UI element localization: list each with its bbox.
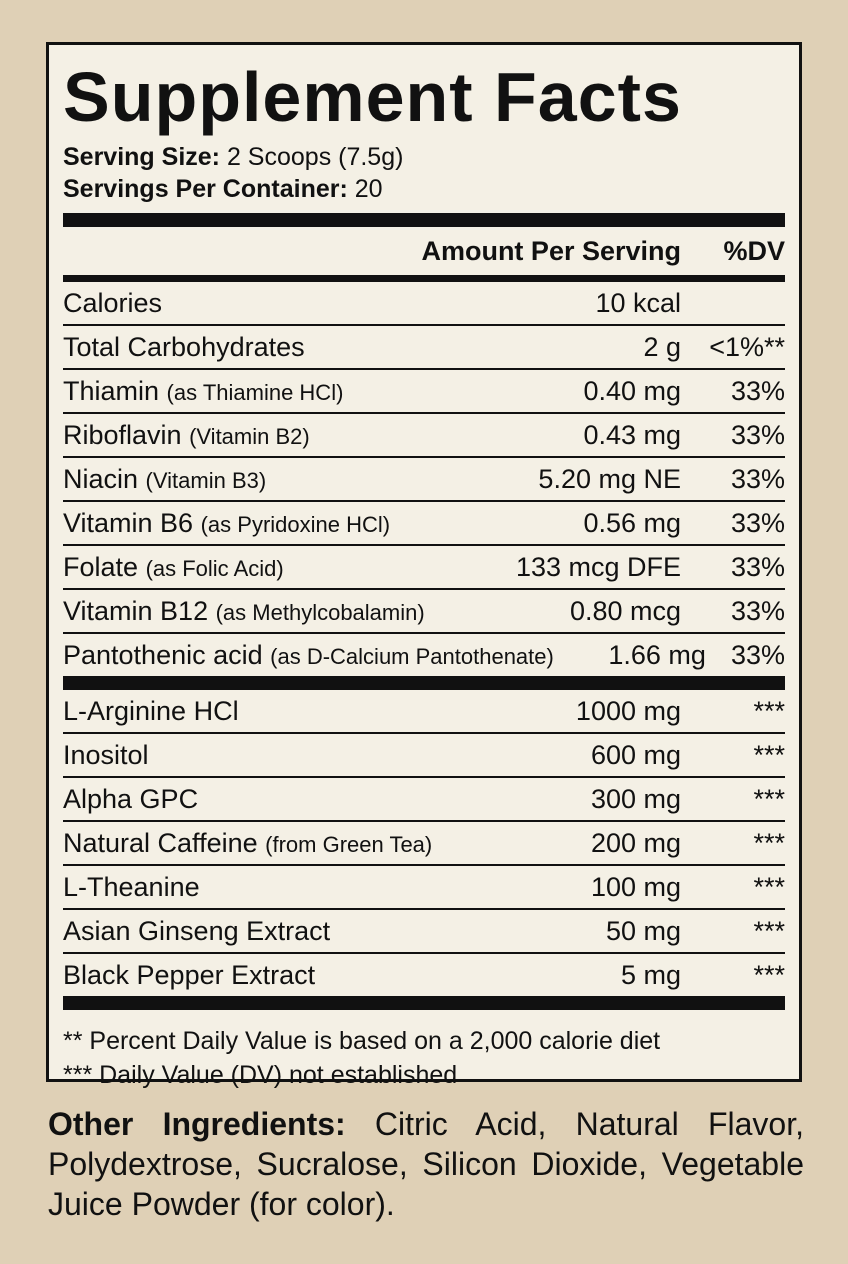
row-amount: 0.40 mg xyxy=(583,375,681,406)
table-row xyxy=(63,590,785,632)
row-amount: 300 mg xyxy=(590,783,681,814)
row-name xyxy=(63,596,481,627)
row-name-source: (as Folic Acid) xyxy=(145,555,284,581)
row-amount: 1000 mg xyxy=(575,695,681,726)
row-amount: 0.43 mg xyxy=(583,419,681,450)
row-dv: 33% xyxy=(730,419,785,450)
row-name-source: (Vitamin B2) xyxy=(189,423,310,449)
row-dv: *** xyxy=(753,827,785,858)
row-name-source: (as Methylcobalamin) xyxy=(215,599,425,625)
row-name xyxy=(63,872,481,903)
other-ingredients-label: Other Ingredients: xyxy=(48,1106,346,1142)
row-dv: <1%** xyxy=(709,331,785,362)
row-amount: 0.56 mg xyxy=(583,507,681,538)
row-dv: *** xyxy=(753,871,785,902)
row-name-main: Inositol xyxy=(63,739,149,770)
row-dv: *** xyxy=(753,915,785,946)
table-row xyxy=(63,734,785,776)
row-dv: 33% xyxy=(730,375,785,406)
row-amount: 5.20 mg NE xyxy=(538,463,681,494)
row-amount: 10 kcal xyxy=(595,287,681,318)
row-name-main: Vitamin B6 xyxy=(63,507,194,538)
row-amount: 200 mg xyxy=(590,827,681,858)
row-amount: 50 mg xyxy=(605,915,681,946)
row-name-source: (as Thiamine HCl) xyxy=(166,379,344,405)
table-row xyxy=(63,866,785,908)
table-row xyxy=(63,458,785,500)
row-name xyxy=(63,784,481,815)
row-name-main: Riboflavin xyxy=(63,419,182,450)
row-name xyxy=(63,552,481,583)
row-dv: 33% xyxy=(730,507,785,538)
servings-per-container-label: Servings Per Container: xyxy=(63,175,348,203)
row-name-main: Folate xyxy=(63,551,139,582)
footnotes xyxy=(63,1010,785,1092)
table-row xyxy=(63,910,785,952)
row-name-main: Total Carbohydrates xyxy=(63,331,305,362)
supplement-facts-panel xyxy=(46,42,802,1089)
amount-header: Amount Per Serving xyxy=(421,235,681,266)
row-name xyxy=(63,960,481,991)
row-name-source: (as D-Calcium Pantothenate) xyxy=(270,643,554,669)
row-name-main: Pantothenic acid xyxy=(63,639,263,670)
row-amount: 1.66 mg xyxy=(608,639,706,670)
row-name-source: (Vitamin B3) xyxy=(145,467,267,493)
row-name xyxy=(63,464,481,495)
row-name xyxy=(63,376,481,407)
row-name xyxy=(63,640,554,671)
serving-size-label: Serving Size: xyxy=(63,143,220,171)
servings-per-container xyxy=(63,173,785,205)
row-name-main: L-Arginine HCl xyxy=(63,695,239,726)
other-ingredients-text: Citric Acid, Natural Flavor, Polydextrose, Sucralose, Silicon Dioxide, Vegetable Juice Powder (for color). xyxy=(48,1106,804,1222)
row-name-main: Natural Caffeine xyxy=(63,827,258,858)
row-dv: *** xyxy=(753,739,785,770)
row-dv: *** xyxy=(753,783,785,814)
footnote-dv-not-established: *** Daily Value (DV) not established xyxy=(63,1061,458,1089)
table-row xyxy=(63,282,785,324)
row-dv: 33% xyxy=(730,639,785,670)
divider-thick xyxy=(63,213,785,227)
row-name-source: (as Pyridoxine HCl) xyxy=(200,511,391,537)
ingredient-list xyxy=(63,690,785,996)
row-name-main: Black Pepper Extract xyxy=(63,959,316,990)
divider-medium xyxy=(63,275,785,282)
other-ingredients xyxy=(48,1104,804,1224)
table-row xyxy=(63,370,785,412)
row-name-main: Alpha GPC xyxy=(63,783,199,814)
row-dv: 33% xyxy=(730,463,785,494)
row-name-main: Vitamin B12 xyxy=(63,595,209,626)
row-name-main: L-Theanine xyxy=(63,871,200,902)
servings-per-container-value: 20 xyxy=(354,175,383,203)
row-name xyxy=(63,420,481,451)
row-name xyxy=(63,740,481,771)
row-amount: 5 mg xyxy=(620,959,681,990)
row-name-main: Niacin xyxy=(63,463,139,494)
row-name xyxy=(63,508,481,539)
footnote-dv-basis: ** Percent Daily Value is based on a 2,000 calorie diet xyxy=(63,1027,661,1055)
panel-title: Supplement Facts xyxy=(63,58,682,136)
row-name xyxy=(63,332,481,363)
row-name xyxy=(63,916,481,947)
nutrient-list xyxy=(63,282,785,676)
dv-header: %DV xyxy=(723,235,785,266)
row-name-main: Asian Ginseng Extract xyxy=(63,915,331,946)
table-row xyxy=(63,502,785,544)
divider-thick xyxy=(63,996,785,1010)
table-row xyxy=(63,634,785,676)
row-dv: 33% xyxy=(730,595,785,626)
table-row xyxy=(63,690,785,732)
row-amount: 133 mcg DFE xyxy=(515,551,681,582)
row-name-source: (from Green Tea) xyxy=(265,831,433,857)
row-amount: 600 mg xyxy=(590,739,681,770)
row-name xyxy=(63,696,481,727)
row-amount: 0.80 mcg xyxy=(569,595,681,626)
table-row xyxy=(63,778,785,820)
serving-size-value: 2 Scoops (7.5g) xyxy=(226,143,404,171)
row-dv: *** xyxy=(753,959,785,990)
serving-size xyxy=(63,141,785,173)
row-name xyxy=(63,828,481,859)
row-amount: 2 g xyxy=(643,331,681,362)
table-row xyxy=(63,954,785,996)
row-dv: *** xyxy=(753,695,785,726)
row-name xyxy=(63,288,481,319)
row-amount: 100 mg xyxy=(590,871,681,902)
row-dv: 33% xyxy=(730,551,785,582)
table-row xyxy=(63,414,785,456)
row-name-main: Thiamin xyxy=(63,375,160,406)
column-header-row xyxy=(63,227,785,275)
divider-thick xyxy=(63,676,785,690)
table-row xyxy=(63,326,785,368)
table-row xyxy=(63,822,785,864)
row-name-main: Calories xyxy=(63,287,163,318)
table-row xyxy=(63,546,785,588)
